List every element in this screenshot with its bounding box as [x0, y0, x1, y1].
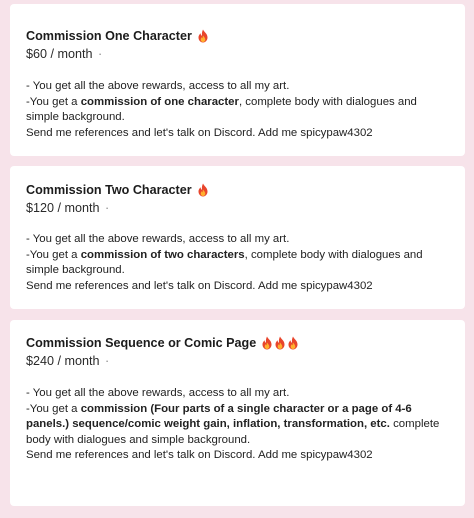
fire-icon	[197, 183, 209, 197]
desc-line-commission	[26, 248, 449, 279]
tier-description	[26, 79, 449, 141]
desc-prefix: -You get a	[26, 248, 81, 261]
desc-line-contact: Send me references and let's talk on Discord. Add me spicypaw4302	[26, 449, 373, 462]
desc-bold: commission of two characters	[80, 248, 245, 261]
price-text: $240 / month	[26, 354, 100, 368]
tier-card-one-character[interactable]	[10, 4, 465, 156]
price-separator: ·	[98, 47, 103, 61]
price-separator: ·	[105, 354, 110, 368]
desc-line-rewards: - You get all the above rewards, access to all my art.	[26, 387, 290, 399]
tier-description	[26, 232, 449, 294]
desc-line-contact: Send me references and let's talk on Discord. Add me spicypaw4302	[26, 126, 373, 139]
fire-icon	[274, 336, 286, 350]
price-separator: ·	[105, 201, 110, 215]
price-text: $60 / month	[26, 47, 93, 61]
desc-line-commission	[26, 402, 449, 449]
tier-card-comic-page[interactable]	[10, 320, 465, 506]
fire-icons	[261, 336, 299, 350]
tier-title-text: Commission Sequence or Comic Page	[26, 336, 257, 350]
desc-line-commission	[26, 95, 449, 126]
tier-price	[26, 353, 449, 369]
desc-line-contact: Send me references and let's talk on Discord. Add me spicypaw4302	[26, 279, 373, 292]
tier-title	[26, 182, 449, 198]
desc-suffix: complete body with dialogues and simple background.	[26, 418, 440, 446]
tier-price	[26, 46, 449, 62]
desc-prefix: -You get a	[26, 402, 81, 415]
desc-suffix: , complete body with dialogues and simple background.	[26, 95, 417, 124]
tier-price	[26, 200, 449, 216]
desc-bold: commission of one character	[80, 95, 239, 108]
price-text: $120 / month	[26, 201, 100, 215]
tier-title-text: Commission Two Character	[26, 183, 192, 197]
fire-icon	[261, 336, 273, 350]
fire-icons	[197, 183, 209, 197]
fire-icons	[197, 29, 209, 43]
tier-title	[26, 28, 449, 44]
fire-icon	[197, 29, 209, 43]
fire-icon	[287, 336, 299, 350]
desc-prefix: -You get a	[26, 95, 81, 108]
desc-line-rewards: - You get all the above rewards, access to all my art.	[26, 80, 290, 92]
desc-line-rewards: - You get all the above rewards, access to all my art.	[26, 233, 290, 245]
tier-title	[26, 335, 449, 351]
tier-card-two-character[interactable]	[10, 166, 465, 309]
desc-bold: commission (Four parts of a single character or a page of 4-6 panels.) sequence/comic weight gain, inflation, transformation, etc.	[26, 402, 412, 431]
tier-description	[26, 386, 449, 464]
tier-title-text: Commission One Character	[26, 29, 192, 43]
desc-suffix: , complete body with dialogues and simple background.	[26, 248, 423, 277]
